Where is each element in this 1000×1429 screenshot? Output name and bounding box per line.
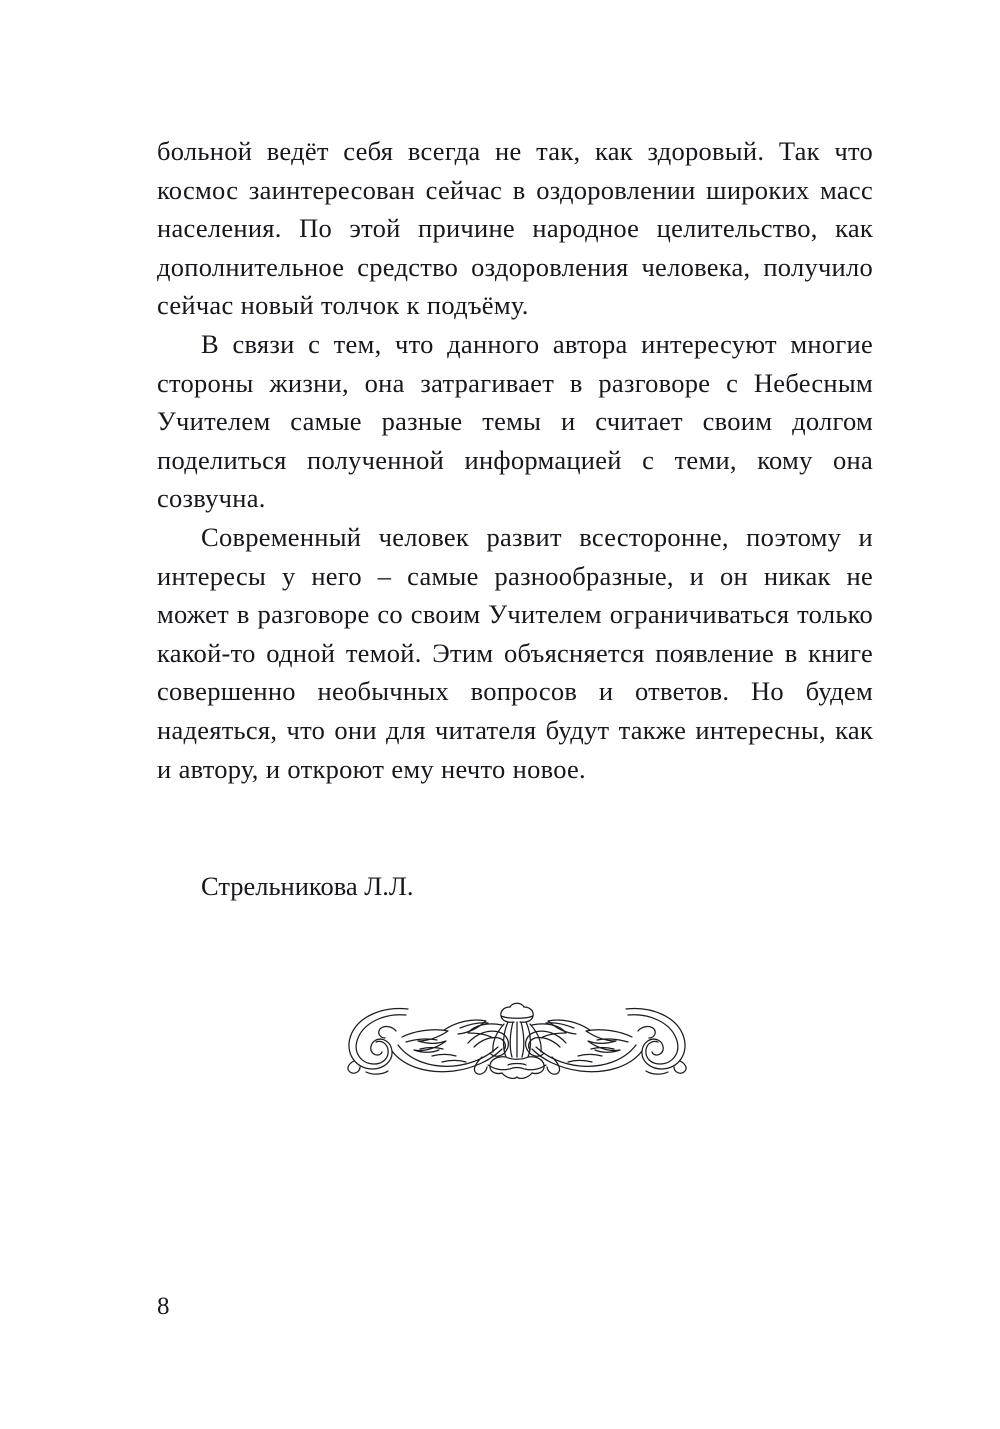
author-signature: Стрельникова Л.Л. <box>201 871 414 901</box>
paragraph-2: В связи с тем, что данного автора интересуют многие стороны жизни, она затрагивает в разговоре с Небесным Учителем самые разные темы и считает своим долгом поделиться полученной информацией с теми, кому она созвучна. <box>157 328 873 514</box>
page-number: 8 <box>157 1293 170 1320</box>
paragraph-3: Современный человек развит всесторонне, поэтому и интересы у него – самые разнообразные, и он никак не может в разговоре со своим Учителем ограничиваться только какой-то одной темой. Этим объясняется появление в книге совершенно необычных вопросов и ответов. Но будем надеяться, что они для читателя будут также интересны, как и автору, и откроют ему нечто новое. <box>157 521 873 784</box>
body-text-block <box>157 132 873 788</box>
floral-scroll-ornament <box>336 995 698 1079</box>
ornament-right-half <box>525 1009 686 1075</box>
paragraph-1: больной ведёт себя всегда не так, как здоровый. Так что космос заинтересован сейчас в оздоровлении широких масс населения. По этой причине народное целительство, как дополнительное средство оздоровления человека, получило сейчас новый толчок к подъёму. <box>157 136 873 321</box>
ornament-left-half <box>348 1009 509 1075</box>
